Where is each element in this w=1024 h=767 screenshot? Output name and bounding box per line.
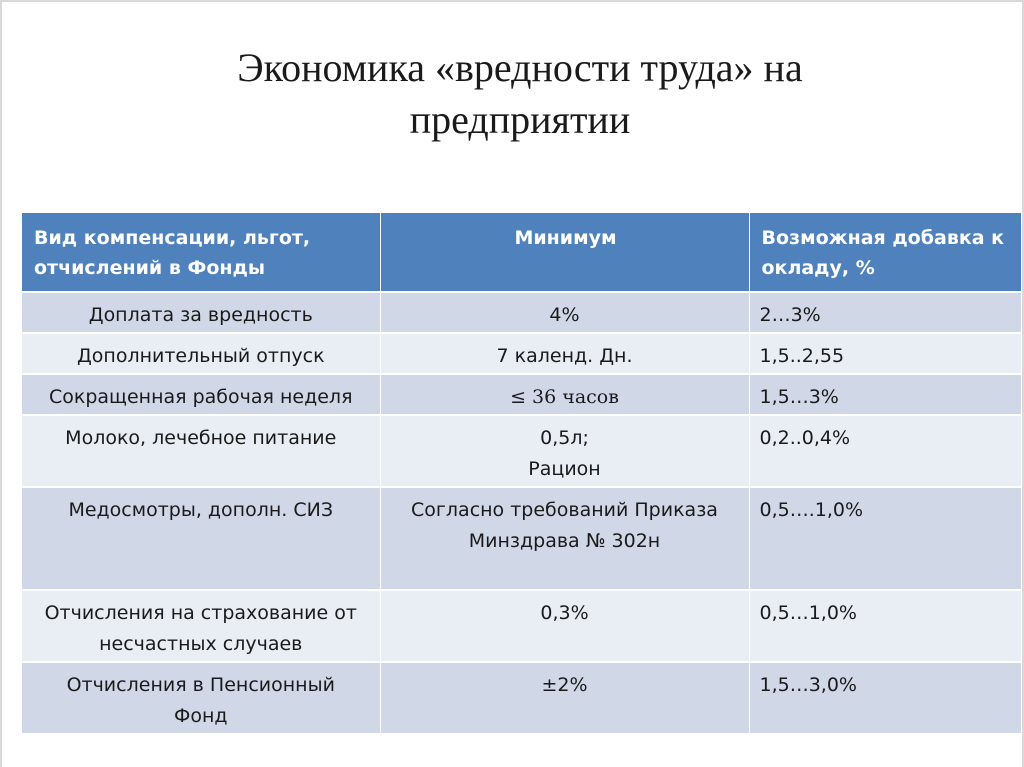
cell-text: Минздрава № 302н bbox=[468, 530, 661, 552]
cell-addition bbox=[749, 292, 1021, 333]
cell-text: 4% bbox=[549, 304, 580, 326]
table-header-row bbox=[22, 213, 1021, 292]
cell-text: 2…3% bbox=[759, 304, 821, 326]
cell-text: 1,5…3,0% bbox=[759, 674, 857, 696]
header-text: Возможная добавка к bbox=[761, 227, 1005, 249]
cell-minimum bbox=[380, 487, 749, 590]
cell-minimum bbox=[380, 374, 749, 415]
cell-minimum bbox=[380, 333, 749, 374]
cell-text: Доплата за вредность bbox=[88, 304, 313, 326]
header-compensation-type bbox=[22, 213, 380, 292]
header-text: Минимум bbox=[514, 227, 617, 249]
slide-title bbox=[140, 42, 900, 146]
cell-text: 0,2..0,4% bbox=[759, 427, 851, 449]
cell-text: Отчисления в Пенсионный bbox=[66, 674, 335, 696]
cell-addition bbox=[749, 415, 1021, 487]
cell-compensation-type bbox=[22, 415, 380, 487]
table-row bbox=[22, 374, 1021, 415]
cell-compensation-type bbox=[22, 487, 380, 590]
cell-text: 0,5….1,0% bbox=[759, 499, 864, 521]
cell-text: несчастных случаев bbox=[99, 633, 303, 655]
header-text: Вид компенсации, льгот, bbox=[34, 227, 311, 249]
cell-compensation-type bbox=[22, 292, 380, 333]
slide-frame-top bbox=[0, 0, 1024, 2]
cell-minimum bbox=[380, 590, 749, 662]
table-row bbox=[22, 662, 1021, 733]
cell-text: Согласно требований Приказа bbox=[411, 499, 718, 521]
cell-text: 1,5..2,55 bbox=[759, 345, 845, 367]
slide-frame-left bbox=[0, 0, 2, 767]
cell-text: ±2% bbox=[541, 674, 588, 696]
cell-addition bbox=[749, 662, 1021, 733]
cell-text: 7 календ. Дн. bbox=[496, 345, 633, 367]
cell-minimum bbox=[380, 292, 749, 333]
cell-addition bbox=[749, 590, 1021, 662]
cell-addition bbox=[749, 333, 1021, 374]
cell-text: 1,5…3% bbox=[759, 386, 839, 408]
slide-title-line-1: Экономика «вредности труда» на bbox=[237, 45, 803, 90]
table-row bbox=[22, 333, 1021, 374]
cell-addition bbox=[749, 487, 1021, 590]
cell-text: Медосмотры, дополн. СИЗ bbox=[68, 499, 334, 521]
compensation-table bbox=[22, 213, 1021, 733]
cell-compensation-type bbox=[22, 333, 380, 374]
slide-title-line-2: предприятии bbox=[409, 97, 631, 142]
cell-text: Фонд bbox=[173, 705, 228, 727]
cell-addition bbox=[749, 374, 1021, 415]
table-row bbox=[22, 487, 1021, 590]
table-row bbox=[22, 292, 1021, 333]
header-text: отчислений в Фонды bbox=[34, 257, 266, 279]
cell-compensation-type bbox=[22, 374, 380, 415]
cell-text: ≤ 36 часов bbox=[510, 386, 619, 408]
header-possible-addition bbox=[749, 213, 1021, 292]
table-row bbox=[22, 415, 1021, 487]
cell-minimum bbox=[380, 415, 749, 487]
cell-text: 0,5…1,0% bbox=[759, 602, 857, 624]
cell-text: Отчисления на страхование от bbox=[44, 602, 357, 624]
cell-text: Рацион bbox=[528, 458, 601, 480]
table-row bbox=[22, 590, 1021, 662]
cell-text: 0,5л; bbox=[540, 427, 589, 449]
header-minimum bbox=[380, 213, 749, 292]
cell-text: Дополнительный отпуск bbox=[76, 345, 325, 367]
cell-text: Молоко, лечебное питание bbox=[65, 427, 337, 449]
header-text: окладу, % bbox=[761, 257, 875, 279]
cell-text: Сокращенная рабочая неделя bbox=[48, 386, 353, 408]
cell-compensation-type bbox=[22, 590, 380, 662]
cell-compensation-type bbox=[22, 662, 380, 733]
cell-text: 0,3% bbox=[540, 602, 589, 624]
cell-minimum bbox=[380, 662, 749, 733]
